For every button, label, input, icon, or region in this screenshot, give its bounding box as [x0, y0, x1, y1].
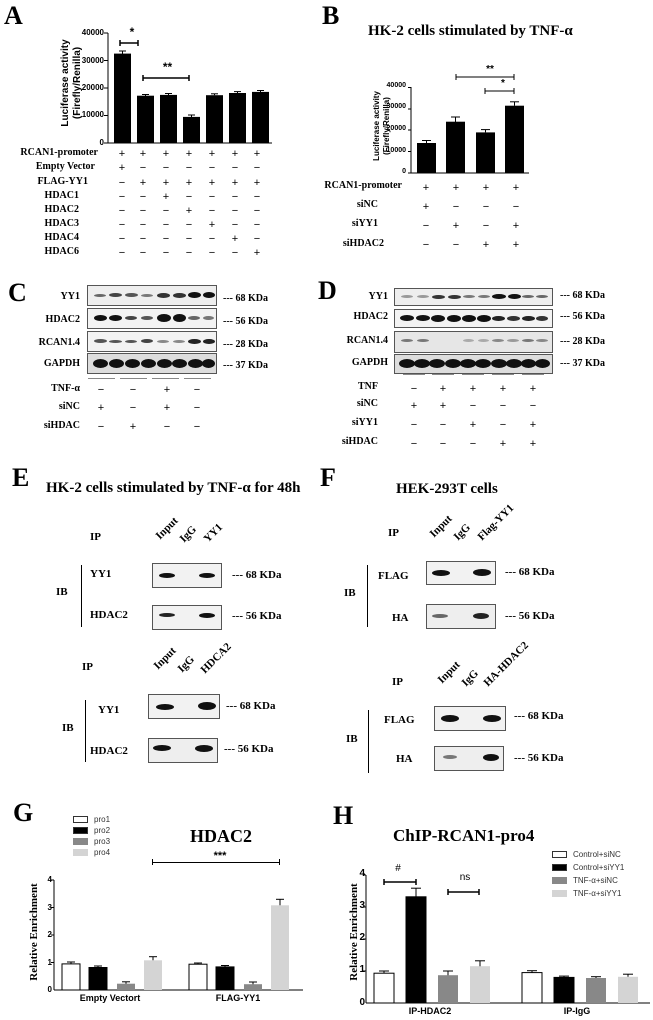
blot-label: RCAN1.4: [38, 337, 80, 348]
treatment-sign: −: [185, 191, 193, 203]
treatment-sign: −: [185, 162, 193, 174]
treatment-sign: −: [162, 247, 170, 259]
panel-b-title: HK-2 cells stimulated by TNF-α: [368, 23, 573, 39]
row-label: TNF-α: [51, 383, 80, 394]
panel-label-h: H: [333, 801, 354, 830]
blot-label: GAPDH: [351, 357, 388, 368]
treatment-sign: −: [139, 205, 147, 217]
panel-h-title: ChIP-RCAN1-pro4: [393, 826, 535, 845]
blot-label: HDAC2: [45, 314, 80, 325]
panel-a-ytick: 20000: [81, 83, 104, 92]
treatment-sign: −: [482, 201, 490, 213]
panel-b-plot: [405, 70, 535, 180]
panel-g-sig: ***: [213, 850, 227, 862]
panel-g-ytick: 0: [47, 985, 52, 994]
treatment-sign: −: [139, 233, 147, 245]
lane-label: HDCA2: [198, 640, 234, 676]
row-label: HDAC4: [44, 232, 79, 243]
row-label: HDAC1: [44, 190, 79, 201]
treatment-sign: −: [410, 438, 418, 450]
treatment-sign: −: [469, 400, 477, 412]
panel-g-ytick: 3: [47, 903, 52, 912]
treatment-sign: +: [118, 162, 126, 174]
kda-marker: --- 68 KDa: [223, 293, 268, 304]
panel-e-title: HK-2 cells stimulated by TNF-α for 48h: [46, 480, 301, 496]
treatment-sign: +: [529, 438, 537, 450]
treatment-sign: −: [422, 220, 430, 232]
row-label: Empty Vector: [35, 161, 95, 172]
treatment-sign: −: [118, 191, 126, 203]
treatment-sign: +: [208, 148, 216, 160]
treatment-sign: +: [452, 182, 460, 194]
panel-b-sig-2: *: [501, 78, 505, 89]
treatment-sign: +: [139, 148, 147, 160]
ib-label: IB: [56, 586, 68, 598]
treatment-sign: −: [231, 247, 239, 259]
treatment-sign: −: [208, 191, 216, 203]
treatment-sign: −: [139, 162, 147, 174]
treatment-sign: −: [452, 239, 460, 251]
treatment-sign: +: [439, 383, 447, 395]
treatment-sign: +: [422, 201, 430, 213]
treatment-sign: +: [97, 402, 105, 414]
kda-marker: --- 56 KDa: [232, 610, 282, 622]
kda-marker: --- 68 KDa: [232, 569, 282, 581]
treatment-sign: −: [410, 419, 418, 431]
treatment-sign: −: [162, 162, 170, 174]
treatment-sign: +: [422, 182, 430, 194]
panel-g-title: HDAC2: [190, 826, 252, 846]
kda-marker: --- 56 KDa: [514, 752, 564, 764]
treatment-sign: −: [162, 233, 170, 245]
treatment-sign: +: [139, 177, 147, 189]
coip-blot-flag: [426, 561, 496, 585]
treatment-sign: −: [193, 421, 201, 433]
treatment-sign: −: [129, 402, 137, 414]
treatment-sign: −: [452, 201, 460, 213]
kda-marker: --- 68 KDa: [505, 566, 555, 578]
panel-h-sig-2: ns: [459, 872, 471, 883]
coip-blot-ha: [426, 604, 496, 629]
treatment-sign: +: [162, 177, 170, 189]
treatment-sign: +: [482, 239, 490, 251]
kda-marker: --- 56 KDa: [560, 311, 605, 322]
kda-marker: --- 68 KDa: [560, 290, 605, 301]
blot-yy1: [87, 285, 217, 306]
treatment-sign: +: [163, 384, 171, 396]
treatment-sign: +: [452, 220, 460, 232]
panel-a-ylabel-2: (Firefly/Renilla): [72, 46, 83, 120]
blot-label: RCAN1.4: [346, 335, 388, 346]
panel-h-plot: [362, 870, 653, 1010]
lane-label: Input: [151, 644, 179, 672]
treatment-sign: −: [439, 438, 447, 450]
blot-label: YY1: [98, 704, 120, 716]
coip-blot-yy1: [152, 563, 222, 588]
treatment-sign: +: [512, 239, 520, 251]
treatment-sign: −: [253, 233, 261, 245]
panel-a-ylabel-1: Luciferase activity: [60, 39, 71, 127]
legend-item: pro4: [73, 848, 110, 857]
treatment-sign: −: [118, 219, 126, 231]
kda-marker: --- 28 KDa: [223, 339, 268, 350]
panel-b-ytick: 10000: [386, 147, 406, 154]
treatment-sign: −: [208, 233, 216, 245]
kda-marker: --- 37 KDa: [560, 358, 605, 369]
panel-b-sig-1: **: [486, 64, 494, 75]
treatment-sign: +: [118, 148, 126, 160]
legend-item: Control+siNC: [552, 850, 621, 859]
panel-a-sig-2: **: [162, 60, 173, 74]
panel-h-ytick: 1: [359, 964, 365, 975]
panel-b-ytick: 40000: [386, 82, 406, 89]
row-label: siHDAC: [341, 436, 378, 447]
kda-marker: --- 68 KDa: [514, 710, 564, 722]
treatment-sign: −: [422, 239, 430, 251]
blot-label: HDAC2: [90, 609, 128, 621]
panel-f-title: HEK-293T cells: [396, 481, 498, 497]
blot-label: HA: [392, 612, 409, 624]
treatment-sign: −: [185, 247, 193, 259]
treatment-sign: −: [118, 233, 126, 245]
row-label: siYY1: [351, 218, 378, 229]
panel-b-ytick: 30000: [386, 103, 406, 110]
legend-item: Control+siYY1: [552, 863, 624, 872]
treatment-sign: −: [410, 383, 418, 395]
treatment-sign: −: [469, 438, 477, 450]
panel-label-a: A: [4, 1, 23, 30]
blot-hdac2: [394, 309, 553, 328]
treatment-sign: −: [139, 247, 147, 259]
treatment-sign: −: [208, 205, 216, 217]
treatment-sign: +: [185, 148, 193, 160]
panel-h-sig-1: #: [395, 863, 401, 874]
blot-label: HA: [396, 753, 413, 765]
row-label: FLAG-YY1: [37, 176, 88, 187]
treatment-sign: +: [410, 400, 418, 412]
panel-a-ytick: 0: [99, 138, 104, 147]
blot-label: GAPDH: [43, 358, 80, 369]
treatment-sign: −: [162, 219, 170, 231]
ib-label: IB: [62, 722, 74, 734]
treatment-sign: +: [499, 438, 507, 450]
blot-gapdh: [87, 353, 217, 374]
panel-g-ytick: 1: [47, 958, 52, 967]
row-label: HDAC3: [44, 218, 79, 229]
treatment-sign: −: [139, 191, 147, 203]
treatment-sign: −: [439, 419, 447, 431]
panel-g-xcat: FLAG-YY1: [215, 993, 261, 1003]
lane-label: HA-HDAC2: [481, 639, 532, 689]
panel-a-ytick: 40000: [81, 28, 104, 37]
treatment-sign: −: [129, 384, 137, 396]
panel-g-ylabel: Relative Enrichment: [28, 883, 40, 981]
legend-item: TNF-α+siNC: [552, 876, 618, 885]
blot-label: YY1: [368, 291, 388, 302]
treatment-sign: −: [499, 419, 507, 431]
lane-label: IgG: [459, 667, 481, 689]
ib-label: IB: [344, 587, 356, 599]
treatment-sign: −: [97, 421, 105, 433]
blot-label: FLAG: [378, 570, 409, 582]
kda-marker: --- 56 KDa: [223, 316, 268, 327]
treatment-sign: −: [118, 247, 126, 259]
treatment-sign: +: [208, 177, 216, 189]
treatment-sign: −: [231, 205, 239, 217]
blot-label: YY1: [60, 291, 80, 302]
coip-blot-hdac2: [152, 605, 222, 630]
panel-h-xcat: IP-IgG: [563, 1006, 591, 1016]
legend-item: TNF-α+siYY1: [552, 889, 621, 898]
panel-label-b: B: [322, 1, 340, 30]
treatment-sign: +: [163, 402, 171, 414]
panel-g-ytick: 2: [47, 930, 52, 939]
treatment-sign: +: [482, 182, 490, 194]
panel-label-d: D: [318, 276, 337, 305]
panel-h-ylabel: Relative Enrichment: [348, 883, 360, 981]
ip-label: IP: [388, 527, 399, 539]
kda-marker: --- 68 KDa: [226, 700, 276, 712]
treatment-sign: −: [231, 162, 239, 174]
treatment-sign: +: [469, 383, 477, 395]
row-label: siHDAC: [43, 420, 80, 431]
treatment-sign: −: [253, 205, 261, 217]
blot-rcan1-4: [394, 331, 553, 353]
blot-rcan1-4: [87, 331, 217, 352]
treatment-sign: +: [231, 233, 239, 245]
blot-label: HDAC2: [90, 745, 128, 757]
panel-g-xcat: Empty Vectort: [79, 993, 141, 1003]
treatment-sign: +: [253, 148, 261, 160]
coip-blot-flag: [434, 706, 506, 731]
panel-h-xcat: IP-HDAC2: [408, 1006, 452, 1016]
treatment-sign: −: [185, 233, 193, 245]
treatment-sign: +: [499, 383, 507, 395]
blot-label: FLAG: [384, 714, 415, 726]
treatment-sign: −: [139, 219, 147, 231]
treatment-sign: +: [129, 421, 137, 433]
coip-blot-hdac2: [148, 738, 218, 763]
treatment-sign: −: [185, 219, 193, 231]
panel-a-sig-1: *: [129, 25, 135, 39]
kda-marker: --- 37 KDa: [223, 360, 268, 371]
panel-h-ytick: 3: [359, 900, 365, 911]
treatment-sign: −: [529, 400, 537, 412]
panel-b-ylabel-2: (Firefly/Renilla): [382, 97, 391, 155]
treatment-sign: −: [118, 177, 126, 189]
ip-label: IP: [82, 661, 93, 673]
treatment-sign: +: [439, 400, 447, 412]
treatment-sign: +: [185, 205, 193, 217]
ip-label: IP: [90, 531, 101, 543]
treatment-sign: −: [499, 400, 507, 412]
row-label: siHDAC2: [342, 238, 384, 249]
treatment-sign: −: [482, 220, 490, 232]
treatment-sign: +: [529, 383, 537, 395]
blot-label: YY1: [90, 568, 112, 580]
treatment-sign: +: [529, 419, 537, 431]
treatment-sign: −: [253, 162, 261, 174]
row-label: siNC: [58, 401, 80, 412]
treatment-sign: +: [512, 182, 520, 194]
blot-hdac2: [87, 308, 217, 329]
panel-b-ylabel-1: Luciferase activity: [372, 91, 381, 161]
panel-a-ytick: 10000: [81, 110, 104, 119]
row-label: RCAN1-promoter: [324, 180, 402, 191]
treatment-sign: +: [162, 148, 170, 160]
panel-g-plot: [50, 870, 310, 995]
treatment-sign: +: [253, 247, 261, 259]
lane-label: IgG: [451, 521, 473, 543]
lane-label: Flag-YY1: [475, 502, 517, 543]
treatment-sign: +: [469, 419, 477, 431]
panel-label-g: G: [13, 798, 34, 827]
lane-label: IgG: [175, 653, 197, 675]
panel-a-ytick: 30000: [81, 56, 104, 65]
treatment-sign: −: [118, 205, 126, 217]
panel-b-ytick: 0: [402, 168, 406, 175]
treatment-sign: +: [208, 219, 216, 231]
treatment-sign: −: [208, 162, 216, 174]
legend-item: pro3: [73, 837, 110, 846]
lane-label: IgG: [177, 523, 199, 545]
panel-label-e: E: [12, 463, 30, 492]
panel-h-ytick: 4: [359, 868, 365, 879]
panel-h-ytick: 2: [359, 932, 365, 943]
row-label: siNC: [356, 398, 378, 409]
kda-marker: --- 56 KDa: [505, 610, 555, 622]
blot-label: HDAC2: [353, 311, 388, 322]
ip-label: IP: [392, 676, 403, 688]
lane-label: Input: [435, 658, 463, 686]
panel-b-ytick: 20000: [386, 125, 406, 132]
ib-label: IB: [346, 733, 358, 745]
panel-label-f: F: [320, 463, 336, 492]
lane-label: YY1: [201, 521, 226, 545]
row-label: siNC: [356, 199, 378, 210]
treatment-sign: +: [231, 177, 239, 189]
treatment-sign: −: [253, 191, 261, 203]
treatment-sign: −: [231, 219, 239, 231]
row-label: TNF: [358, 381, 378, 392]
treatment-sign: +: [185, 177, 193, 189]
treatment-sign: −: [163, 421, 171, 433]
lane-label: Input: [427, 512, 455, 540]
treatment-sign: −: [193, 402, 201, 414]
panel-label-c: C: [8, 278, 27, 307]
treatment-sign: −: [97, 384, 105, 396]
legend-item: pro1: [73, 815, 110, 824]
coip-blot-yy1: [148, 694, 220, 719]
treatment-sign: −: [231, 191, 239, 203]
treatment-sign: +: [253, 177, 261, 189]
row-label: HDAC6: [44, 246, 79, 257]
panel-h-ytick: 0: [359, 997, 365, 1008]
treatment-sign: −: [253, 219, 261, 231]
treatment-sign: −: [162, 205, 170, 217]
coip-blot-ha: [434, 746, 504, 771]
treatment-sign: +: [231, 148, 239, 160]
treatment-sign: +: [162, 191, 170, 203]
row-label: RCAN1-promoter: [20, 147, 98, 158]
kda-marker: --- 56 KDa: [224, 743, 274, 755]
panel-g-ytick: 4: [47, 875, 52, 884]
lane-label: Input: [153, 514, 181, 542]
treatment-sign: +: [512, 220, 520, 232]
blot-gapdh: [394, 354, 553, 374]
treatment-sign: −: [208, 247, 216, 259]
treatment-sign: −: [193, 384, 201, 396]
panel-a-plot: [100, 25, 280, 150]
blot-yy1: [394, 288, 553, 306]
treatment-sign: −: [512, 201, 520, 213]
row-label: siYY1: [351, 417, 378, 428]
kda-marker: --- 28 KDa: [560, 336, 605, 347]
legend-item: pro2: [73, 826, 110, 835]
row-label: HDAC2: [44, 204, 79, 215]
